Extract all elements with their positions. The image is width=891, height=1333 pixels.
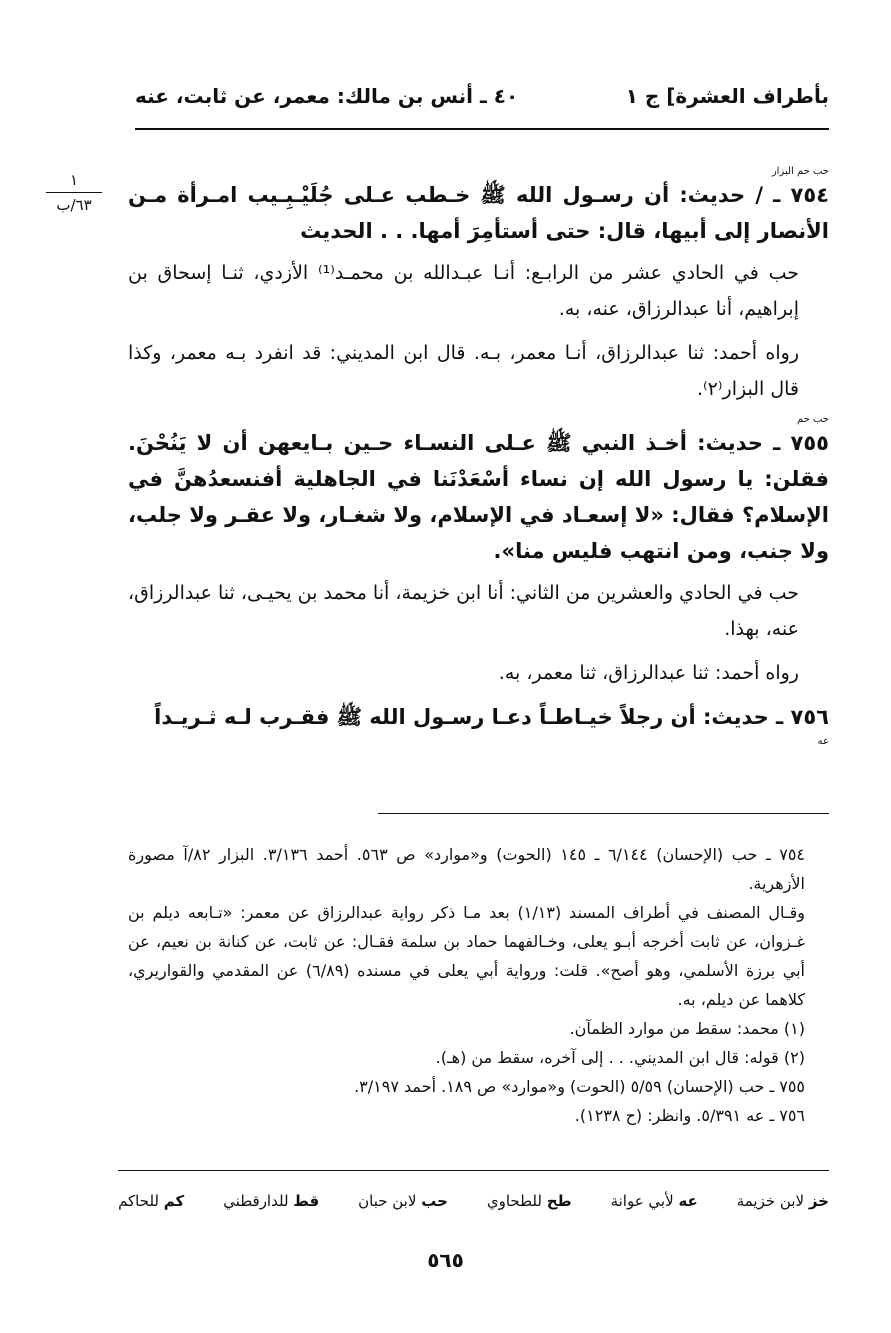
abbr-code: حب — [421, 1192, 448, 1210]
abbr-name: للدارقطني — [223, 1192, 289, 1210]
margin-note-bottom: ٦٣/ب — [56, 196, 92, 214]
footnote-2: (٢) قوله: قال ابن المديني. . . إلى آخره، سقط من (هـ). — [435, 1048, 805, 1067]
abbr-code: قط — [293, 1192, 320, 1210]
abbr-name: للحاكم — [118, 1192, 159, 1210]
hadith-756-sigla: عه — [817, 736, 829, 747]
footnote-separator — [378, 813, 829, 814]
footnote-1: (١) محمد: سقط من موارد الظمآن. — [569, 1019, 805, 1038]
margin-note-top: ١ — [69, 171, 79, 189]
header-rule — [135, 128, 829, 130]
hadith-756-text: ٧٥٦ ـ حديث: أن رجلاً خيـاطـاً دعـا رسـول الله ﷺ فقـرب لـه ثـريـداً — [154, 705, 829, 729]
abbr-name: لابن حبان — [358, 1192, 417, 1210]
main-text — [128, 165, 829, 753]
abbr-item — [611, 1192, 698, 1210]
hadith-755-text: ٧٥٥ ـ حديث: أخـذ النبي ﷺ عـلى النسـاء حـين بـايعهن أن لا يَنُحْنَ. فقلن: يا رسول الله إن نساء أسْعَدْنَنا في الجاهلية أفنسعدُهنَّ في الإسلام؟ فقال: «لا إسعـاد في الإسلام، ولا شغـار، ولا عقـر ولا جلب، ولا جنب، ومن انتهب فليس منا». — [128, 431, 829, 563]
abbr-code: طح — [546, 1192, 572, 1210]
abbreviations-rule — [118, 1170, 829, 1171]
margin-folio-note — [38, 170, 110, 215]
hadith-754-sigla: حب حم البزار — [771, 166, 829, 177]
abbr-code: عه — [678, 1192, 698, 1210]
abbr-code: كم — [163, 1192, 185, 1210]
abbr-item — [358, 1192, 448, 1210]
abbreviations-key — [118, 1192, 829, 1210]
abbr-name: لابن خزيمة — [736, 1192, 805, 1210]
abbr-item — [223, 1192, 319, 1210]
chain-755-hibban: حب في الحادي والعشرين من الثاني: أنا ابن خزيمة، أنا محمد بن يحيـى، ثنا عبدالرزاق، عنه، بهذا. — [128, 582, 799, 640]
footnote-754-comment: وقـال المصنف في أطراف المسند (١/١٣) بعد مـا ذكر رواية عبدالرزاق عن معمر: «تـابعه ديلم بن غـزوان، عن ثابت أخرجه أبـو يعلى، وخـالفهما حماد بن سلمة فقـال: عن ثابت، عن كنانة بن نعيم، عن أبي برزة الأسلمي، وهو أصح». قلت: ورواية أبي يعلى في مسنده (٦/٨٩) عن المقدمي والقواريري، كلاهما عن ديلم، به. — [128, 903, 805, 1009]
abbr-code: خز — [808, 1192, 829, 1210]
header-book-title: بأطراف العشرة] ج ١ — [625, 84, 829, 108]
chain-754-hibban: حب في الحادي عشر من الرابـع: أنـا عبـدالله بن محمـد⁽¹⁾ الأزدي، ثنـا إسحاق بن إبراهيم، أنا عبدالرزاق، عنه، به. — [128, 262, 800, 320]
chain-755-ahmad: رواه أحمد: ثنا عبدالرزاق، ثنا معمر، به. — [498, 662, 799, 684]
header-section-title: ٤٠ ـ أنس بن مالك: معمر، عن ثابت، عنه — [135, 84, 519, 108]
page-number: ٥٦٥ — [427, 1248, 464, 1272]
abbr-item — [487, 1192, 572, 1210]
hadith-756 — [128, 699, 829, 747]
chain-754-ahmad: رواه أحمد: ثنا عبدالرزاق، أنـا معمر، بـه. قال ابن المديني: قد انفرد بـه معمر، وكذا قال البزار⁽٢⁾. — [128, 342, 799, 400]
hadith-754 — [128, 167, 829, 249]
hadith-755-sigla: حب حم — [796, 414, 829, 425]
abbr-name: لأبي عوانة — [610, 1192, 674, 1210]
abbr-item — [118, 1192, 184, 1210]
running-header — [135, 84, 829, 120]
footnote-756: ٧٥٦ ـ عه ٥/٣٩١. وانظر: (ح ١٢٣٨). — [574, 1106, 805, 1125]
hadith-754-text: ٧٥٤ ـ / حديث: أن رسـول الله ﷺ خـطب عـلى جُلَيْـبِـيب امـرأة مـن الأنصار إلى أبيها، قال: حتى أستأمِرَ أمها. . . الحديث — [128, 183, 829, 243]
hadith-755 — [128, 415, 829, 569]
footnotes — [128, 840, 829, 1130]
abbr-item — [737, 1192, 829, 1210]
margin-note-divider — [46, 192, 102, 193]
footnote-755: ٧٥٥ ـ حب (الإحسان) ٥/٥٩ (الحوت) و«موارد» ص ١٨٩. أحمد ٣/١٩٧. — [354, 1077, 805, 1096]
abbr-name: للطحاوي — [486, 1192, 542, 1210]
footnote-754: ٧٥٤ ـ حب (الإحسان) ٦/١٤٤ ـ ١٤٥ (الحوت) و«موارد» ص ٥٦٣. أحمد ٣/١٣٦. البزار ٨٢/آ مصورة الأزهرية. — [128, 845, 806, 893]
